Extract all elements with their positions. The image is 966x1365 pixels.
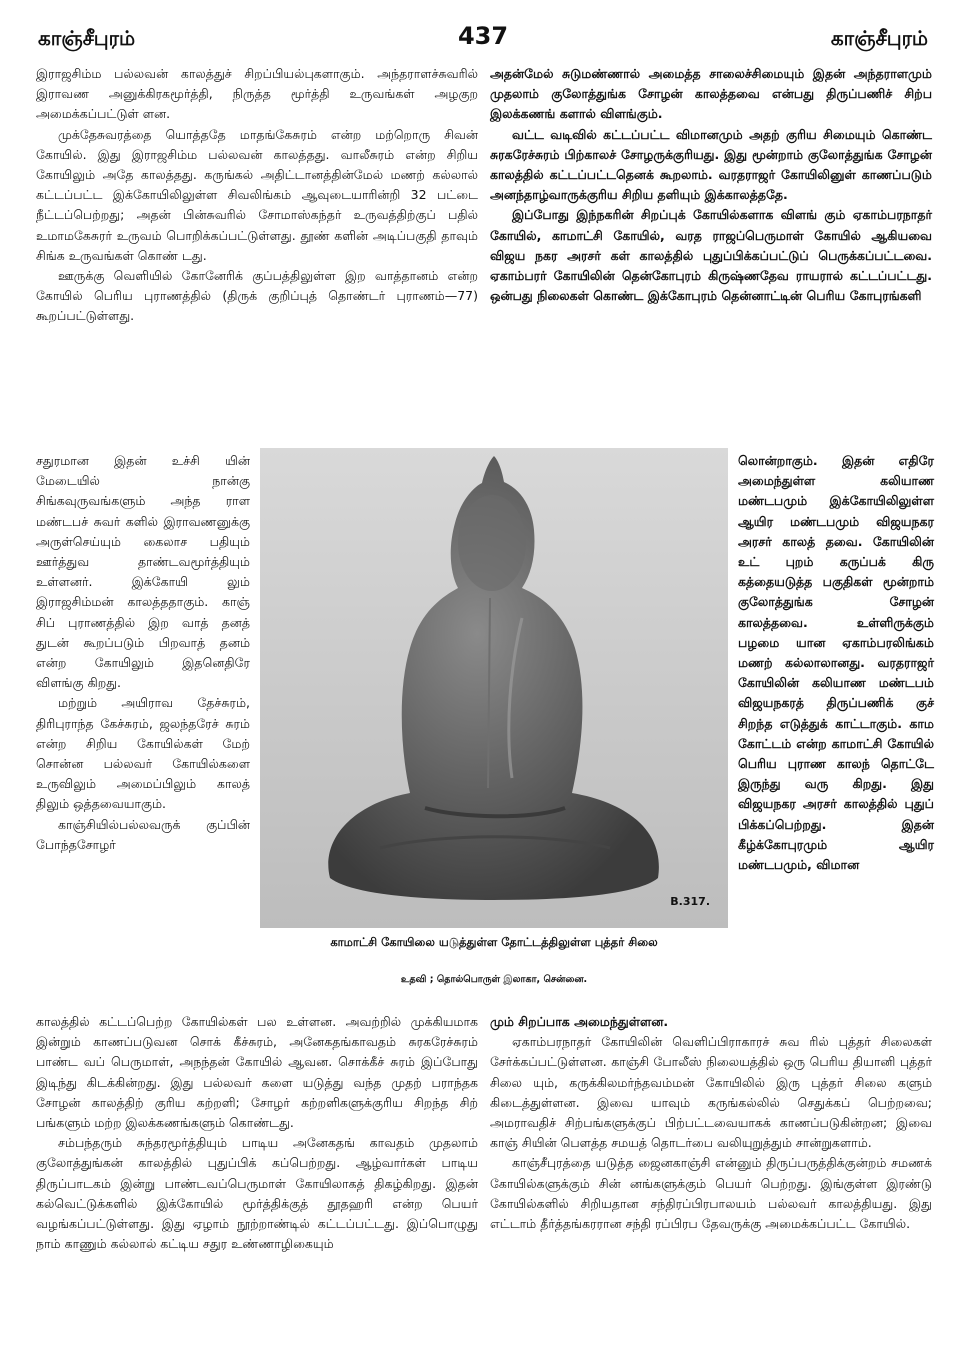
paragraph: காஞ்சியில்பல்லவருக் குப்பின் போந்தசோழர் [36,816,250,852]
paragraph: சம்பந்தரும் சுந்தரமூர்த்தியும் பாடிய அனேகதங் காவதம் முதலாம் குலோத்துங்கன் காலத்தில் புதுப்பிக் கப்பெற்றது. ஆழ்வார்கள் பாடிய திருப்பாடகம் இன்று பாண்டவப்பெருமாள் கோயிலாகத் திகழ்கிறது. இதன் கல்வெட்டுக்களில் இக்கோயில் மூர்த்திக்குத் தூதஹரி என்ற பெயர் வழங்கப்பட்டுள்ளது. இது ஏழாம் நூற்றாண்டில் கட்டப்பட்டது. இப்பொழுது நாம் காணும் கல்லால் கட்டிய சதுர உண்ணாழிகையும் [36,1135,478,1252]
left-column-wrap [36,451,250,855]
right-column-bottom [490,1012,932,1234]
paragraph: ஊருக்கு வெளியில் கோனேரிக் குப்பத்திலுள்ள இற வாத்தானம் என்ற கோயில் பெரிய புராணத்தில் (திருக் குறிப்புத் தொண்டர் புராணம்—77) கூறப்பட்டுள்ளது. [36,268,478,324]
buddha-statue-image [260,448,728,928]
figure-number: B.317. [670,895,710,908]
paragraph: இராஜசிம்ம பல்லவன் காலத்துச் சிறப்பியல்புகளாகும். அந்தராளச்சுவரில் இராவண அனுக்கிரகமூர்த்தி, நிருத்த மூர்த்தி உருவங்கள் அழகுற அமைக்கப்பட்டுள் ளன. [36,66,478,122]
paragraph: அதன்மேல் சுடுமண்ணால் அமைத்த சாலைச்சிமையும் இதன் அந்தராளமும் முதலாம் குலோத்துங்க சோழன் காலத்தவை என்பது திருப்பணிச் சிற்ப இலக்கணங் களால் விளங்கும். [490,66,932,122]
left-column-bottom [36,1012,478,1254]
right-column-top [490,64,932,306]
paragraph: லொன்றாகும். இதன் எதிரே அமைந்துள்ள கலியாண மண்டபமும் இக்கோயிலிலுள்ள ஆயிர மண்டபமும் விஜயநகர அரசர் காலத் தவை. கோயிலின் உட் புறம் கருப்பக் கிரு கத்தையடுத்த பகுதிகள் மூன்றாம் குலோத்துங்க சோழன் காலத்தவை. உள்ளிருக்கும் பழமை யான ஏகாம்பரலிங்கம் மணற் கல்லாலானது. வரதராஜர் கோயிலின் கலியாண மண்டபம் விஜயநகரத் திருப்பணிக் குச் சிறந்த எடுத்துக் காட்டாகும். காம கோட்டம் என்ற காமாட்சி கோயில் பெரிய புராண காலந் தொட்டே இருந்து வரு கிறது. இது விஜயநகர அரசர் காலத்தில் புதுப் பிக்கப்பெற்றது. இதன் கீழ்க்கோபுரமும் ஆயிர மண்டபமும், விமான [738,453,934,873]
paragraph: சதுரமான இதன் உச்சி யின் மேடையில் நான்கு சிங்கவுருவங்களும் அந்த ராள மண்டபச் சுவர் களில் இராவணனுக்கு அருள்செய்யும் கைலாச பதியும் ஊர்த்துவ தாண்டவமூர்த்தியும் உள்ளனர். இக்கோயி லும் இராஜசிம்மன் காலத்ததாகும். காஞ் சிப் புராணத்தில் இற வாத் தனத் துடன் கூறப்படும் பிறவாத் தனம் என்ற கோயிலும் இதனெதிரே விளங்கு கிறது. [36,453,250,691]
figure-caption: காமாட்சி கோயிலை யடுத்துள்ள தோட்டத்திலுள்ள புத்தர் சிலை [330,935,658,949]
right-column-wrap [738,451,934,875]
paragraph: மற்றும் அயிராவ தேச்சுரம், திரிபுராந்த கேச்சுரம், ஜலந்தரேச் சுரம் என்ற சிறிய கோயில்கள் மேற் சொன்ன பல்லவர் கோயில்களை உருவிலும் அமைப்பிலும் காலத் திலும் ஒத்தவையாகும். [36,695,250,812]
paragraph: ஏகாம்பரநாதர் கோயிலின் வெளிப்பிராகாரச் சுவ ரில் புத்தர் சிலைகள் சேர்க்கப்பட்டுள்ளன. காஞ்சி போலீஸ் நிலையத்தில் ஒரு பெரிய தியானி புத்தர் சிலை யும், கருக்கிலமர்ந்தவம்மன் கோயிலில் இரு புத்தர் சிலை களும் கிடைத்துள்ளன. இவை யாவும் கருங்கல்லில் செதுக்கப் பெற்றவை; அமராவதிச் சிற்பங்களுக்குப் பிற்பட்டவையாகக் காணப்படுகின்றன; இவை காஞ் சியின் பௌத்த சமயத் தொடர்பை வலியுறுத்தும் சான்றுகளாம். [490,1034,932,1151]
buddha-statue-photo [260,448,728,928]
paragraph: முக்தேசுவரத்தை யொத்ததே மாதங்கேசுரம் என்ற மற்றொரு சிவன் கோயில். இது இராஜசிம்ம பல்லவன் காலத்தது. வாலீசுரம் என்ற சிறிய கோயிலும் அதே காலத்தது. கருங்கல் அதிட்டானத்தின்மேல் மணற் கல்லால் கட்டப்பட்ட இக்கோயிலிலுள்ள சிவலிங்கம் ஆவுடையாரின்றி 32 பட்டை நீட்டப்பெற்றது; அதன் பின்சுவரில் சோமாஸ்கந்தர் உருவத்திற்குப் பதில் உமாமகேசுரர் உருவம் பொறிக்கப்பட்டுள்ளது. தூண் களின் அடிப்பகுதி தாவும் சிங்க உருவங்கள் கொண் டது. [36,126,478,263]
paragraph: காலத்தில் கட்டப்பெற்ற கோயில்கள் பல உள்ளன. அவற்றில் முக்கியமாக இன்றும் காணப்படுவன சொக் கீச்சுரம், அனேகதங்காவதம் சுரகரேச்சுரம் பாண்ட வப் பெருமாள், அநந்தன் கோயில் ஆவன. சொக்கீச் சுரம் இப்போது இடிந்து கிடக்கின்றது. இது பல்லவர் களை யடுத்து வந்த முதற் பராந்தக சோழன் காலத்திற் குரிய கற்றளி; சோழர் கற்றளிகளுக்குரிய சிறந்த சிற் பங்களும் மற்ற இலக்கணங்களும் கொண்டது. [36,1014,478,1131]
paragraph: மும் சிறப்பாக அமைந்துள்ளன. [490,1014,669,1029]
running-header-left: காஞ்சீபுரம் [38,26,136,50]
figure-credit: உதவி ; தொல்பொருள் இலாகா, சென்னை. [400,974,588,985]
left-column-top [36,64,478,327]
paragraph: காஞ்சீபுரத்தை யடுத்த ஜைனகாஞ்சி என்னும் திருப்பருத்திக்குன்றம் சமணக் கோயில்களுக்கும் சின் னங்களுக்கும் பெயர் பெற்றது. இங்குள்ள இரண்டு கோயில்களில் சிறியதான சந்திரப்பிரபாலயம் பல்லவர் காலத்தியது. இது எட்டாம் தீர்த்தங்கரரான சந்தி ரப்பிரப தேவருக்கு அமைக்கப்பட்ட கோயில். [490,1155,932,1232]
paragraph: இப்போது இந்நகரின் சிறப்புக் கோயில்களாக விளங் கும் ஏகாம்பரநாதர் கோயில், காமாட்சி கோயில், வரத ராஜப்பெருமாள் கோயில் ஆகியவை விஜய நகர அரசர் கள் காலத்தில் புதுப்பிக்கப்பட்டுப் பெருக்கப்பட்டவை. ஏகாம்பரர் கோயிலின் தென்கோபுரம் கிருஷ்ணதேவ ராயரால் கட்டப்பட்டது. ஒன்பது நிலைகள் கொண்ட இக்கோபுரம் தென்னாட்டின் பெரிய கோபுரங்களி [490,207,932,304]
running-header-right: காஞ்சீபுரம் [830,26,928,50]
paragraph: வட்ட வடிவில் கட்டப்பட்ட விமானமும் அதற் குரிய சிமையும் கொண்ட சுரகரேச்சுரம் பிற்காலச் சோழருக்குரியது. இது மூன்றாம் குலோத்துங்க சோழன் காலத்தில் கட்டப்பட்டதெனக் கூறலாம். வரதராஜர் கோயிலினுள் காணப்படும் அனந்தாழ்வாருக்குரிய சிறிய தளியும் இக்காலத்ததே. [490,126,932,203]
page-number: 437 [457,22,509,50]
